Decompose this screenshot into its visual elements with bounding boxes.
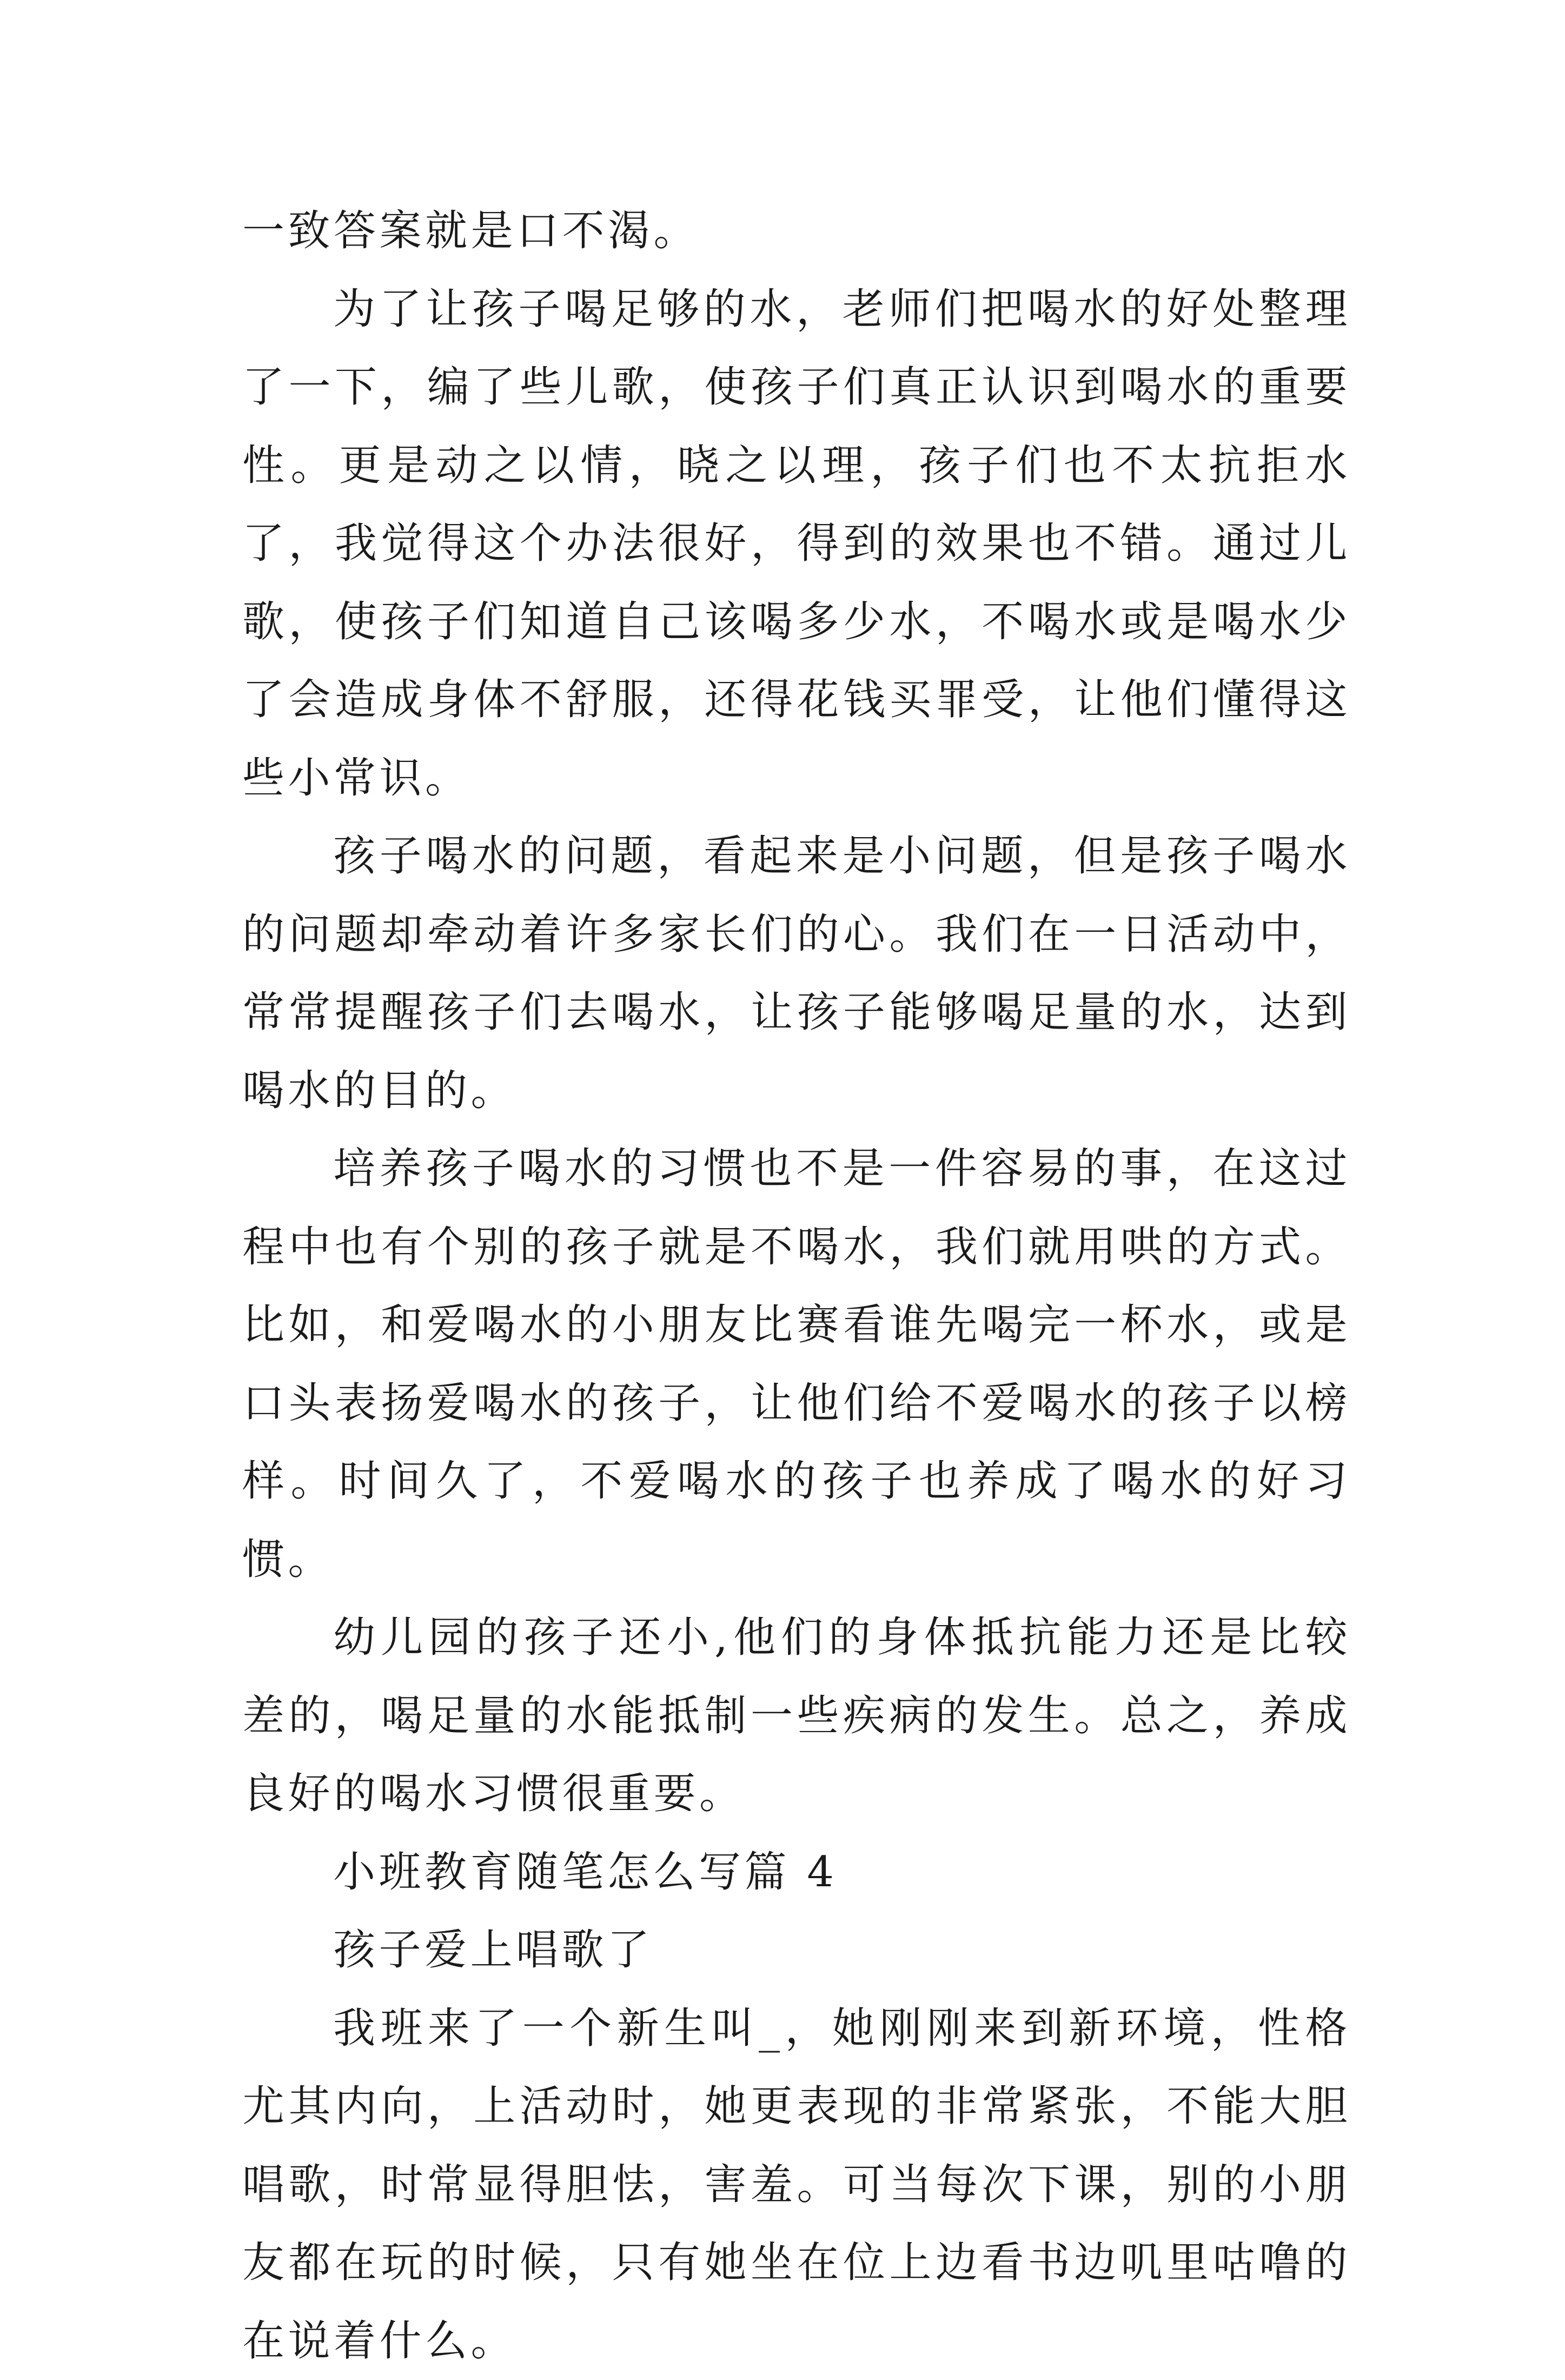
section-subtitle: 孩子爱上唱歌了	[242, 1911, 1351, 1990]
section-heading: 小班教育随笔怎么写篇 4	[242, 1833, 1351, 1912]
paragraph-water-habit: 培养孩子喝水的习惯也不是一件容易的事，在这过程中也有个别的孩子就是不喝水，我们就用哄的方式。比如，和爱喝水的小朋友比赛看谁先喝完一杯水，或是口头表扬爱喝水的孩子，让他们给不爱喝水的孩子以榜样。时间久了，不爱喝水的孩子也养成了喝水的好习惯。	[242, 1130, 1351, 1599]
paragraph-water-songs: 为了让孩子喝足够的水，老师们把喝水的好处整理了一下，编了些儿歌，使孩子们真正认识到喝水的重要性。更是动之以情，晓之以理，孩子们也不太抗拒水了，我觉得这个办法很好，得到的效果也不错。通过儿歌，使孩子们知道自己该喝多少水，不喝水或是喝水少了会造成身体不舒服，还得花钱买罪受，让他们懂得这些小常识。	[242, 270, 1351, 818]
paragraph-water-problem: 孩子喝水的问题，看起来是小问题，但是孩子喝水的问题却牵动着许多家长们的心。我们在一日活动中，常常提醒孩子们去喝水，让孩子能够喝足量的水，达到喝水的目的。	[242, 817, 1351, 1130]
paragraph-conclusion: 幼儿园的孩子还小,他们的身体抵抗能力还是比较差的，喝足量的水能抵制一些疾病的发生。总之，养成良好的喝水习惯很重要。	[242, 1599, 1351, 1833]
paragraph-continuation: 一致答案就是口不渴。	[242, 192, 1351, 270]
paragraph-new-student: 我班来了一个新生叫_，她刚刚来到新环境，性格尤其内向，上活动时，她更表现的非常紧张，不能大胆唱歌，时常显得胆怯，害羞。可当每次下课，别的小朋友都在玩的时候，只有她坐在位上边看书边叽里咕噜的在说着什么。	[242, 1990, 1351, 2380]
document-body	[242, 192, 1351, 2380]
